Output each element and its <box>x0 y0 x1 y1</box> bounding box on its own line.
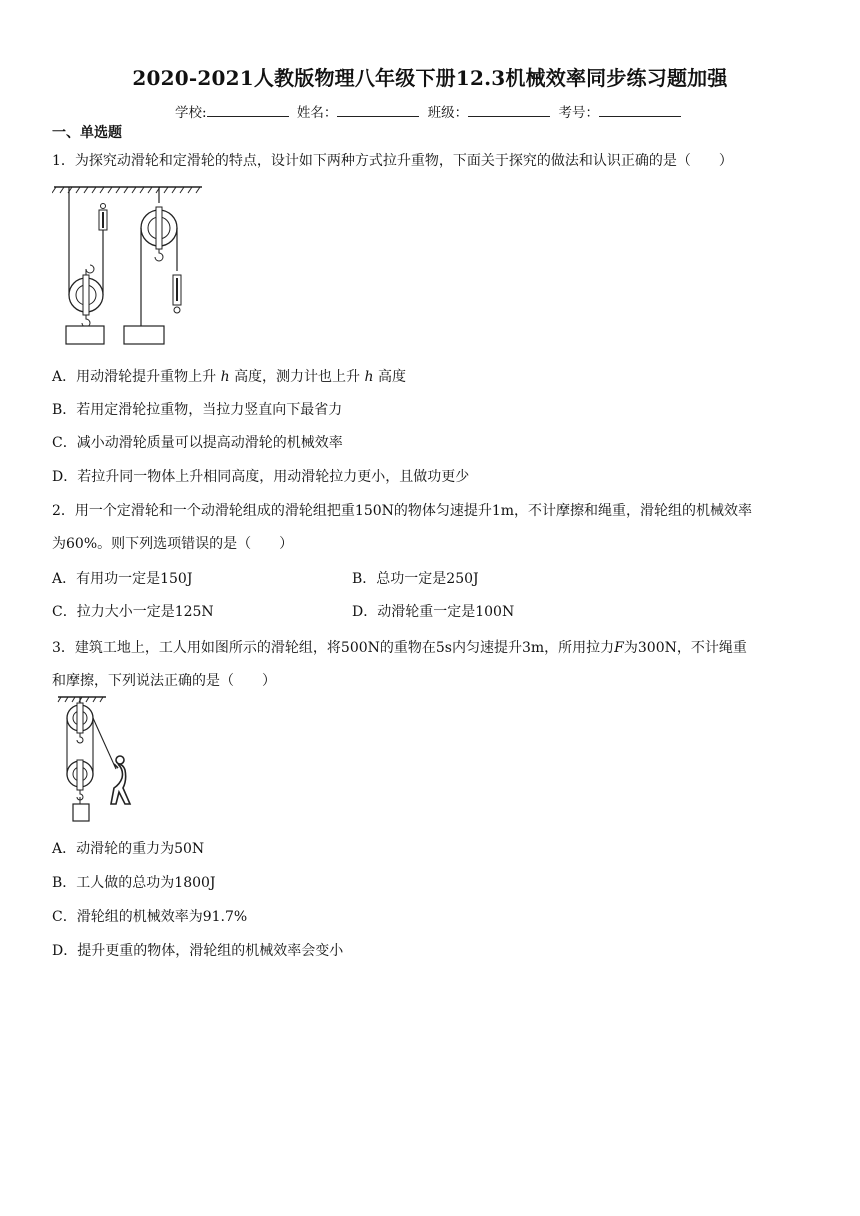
q2-option-c: C．拉力大小一定是125N <box>52 604 214 620</box>
section-heading: 一、单选题 <box>52 125 122 141</box>
q3-option-c: C．滑轮组的机械效率为91.7% <box>52 909 248 925</box>
school-label: 学校: <box>175 105 207 121</box>
q1-option-d: D．若拉升同一物体上升相同高度，用动滑轮拉力更小，且做功更少 <box>52 469 470 485</box>
id-label: 考号： <box>558 105 599 121</box>
name-label: 姓名： <box>296 105 338 121</box>
q2-option-d: D．动滑轮重一定是100N <box>352 604 515 620</box>
name-blank <box>337 104 419 117</box>
q2-option-b: B．总功一定是250J <box>352 571 479 587</box>
q2-option-a: A．有用功一定是150J <box>52 571 193 587</box>
q1-stem: 1．为探究动滑轮和定滑轮的特点，设计如下两种方式拉升重物，下面关于探究的做法和认识正确的是（ ） <box>52 153 733 169</box>
q1-option-b: B．若用定滑轮拉重物，当拉力竖直向下最省力 <box>52 402 343 418</box>
school-blank <box>207 104 289 117</box>
q1-option-c: C．减小动滑轮质量可以提高动滑轮的机械效率 <box>52 435 343 451</box>
q3-stem-line2: 和摩擦，下列说法正确的是（ ） <box>52 673 276 689</box>
q1-pulley-figure <box>52 183 212 348</box>
class-blank <box>468 104 550 117</box>
student-info-line <box>0 101 860 121</box>
q1-option-a: A．用动滑轮提升重物上升 h 高度，测力计也上升 h 高度 <box>52 369 406 385</box>
id-blank <box>599 104 681 117</box>
q3-option-b: B．工人做的总功为1800J <box>52 875 216 891</box>
q3-stem-line1: 3．建筑工地上，工人用如图所示的滑轮组，将500N的重物在5s内匀速提升3m，所用拉力F为300N，不计绳重 <box>52 640 747 656</box>
q3-pulley-worker-figure <box>56 694 136 826</box>
page-title: 2020-2021人教版物理八年级下册12.3机械效率同步练习题加强 <box>132 66 728 90</box>
q2-stem-line2: 为60%。则下列选项错误的是（ ） <box>52 536 294 552</box>
class-label: 班级： <box>427 105 469 121</box>
q2-stem-line1: 2．用一个定滑轮和一个动滑轮组成的滑轮组把重150N的物体匀速提升1m，不计摩擦和绳重，滑轮组的机械效率 <box>52 503 753 519</box>
q3-option-a: A．动滑轮的重力为50N <box>52 841 205 857</box>
q3-option-d: D．提升更重的物体，滑轮组的机械效率会变小 <box>52 943 344 959</box>
